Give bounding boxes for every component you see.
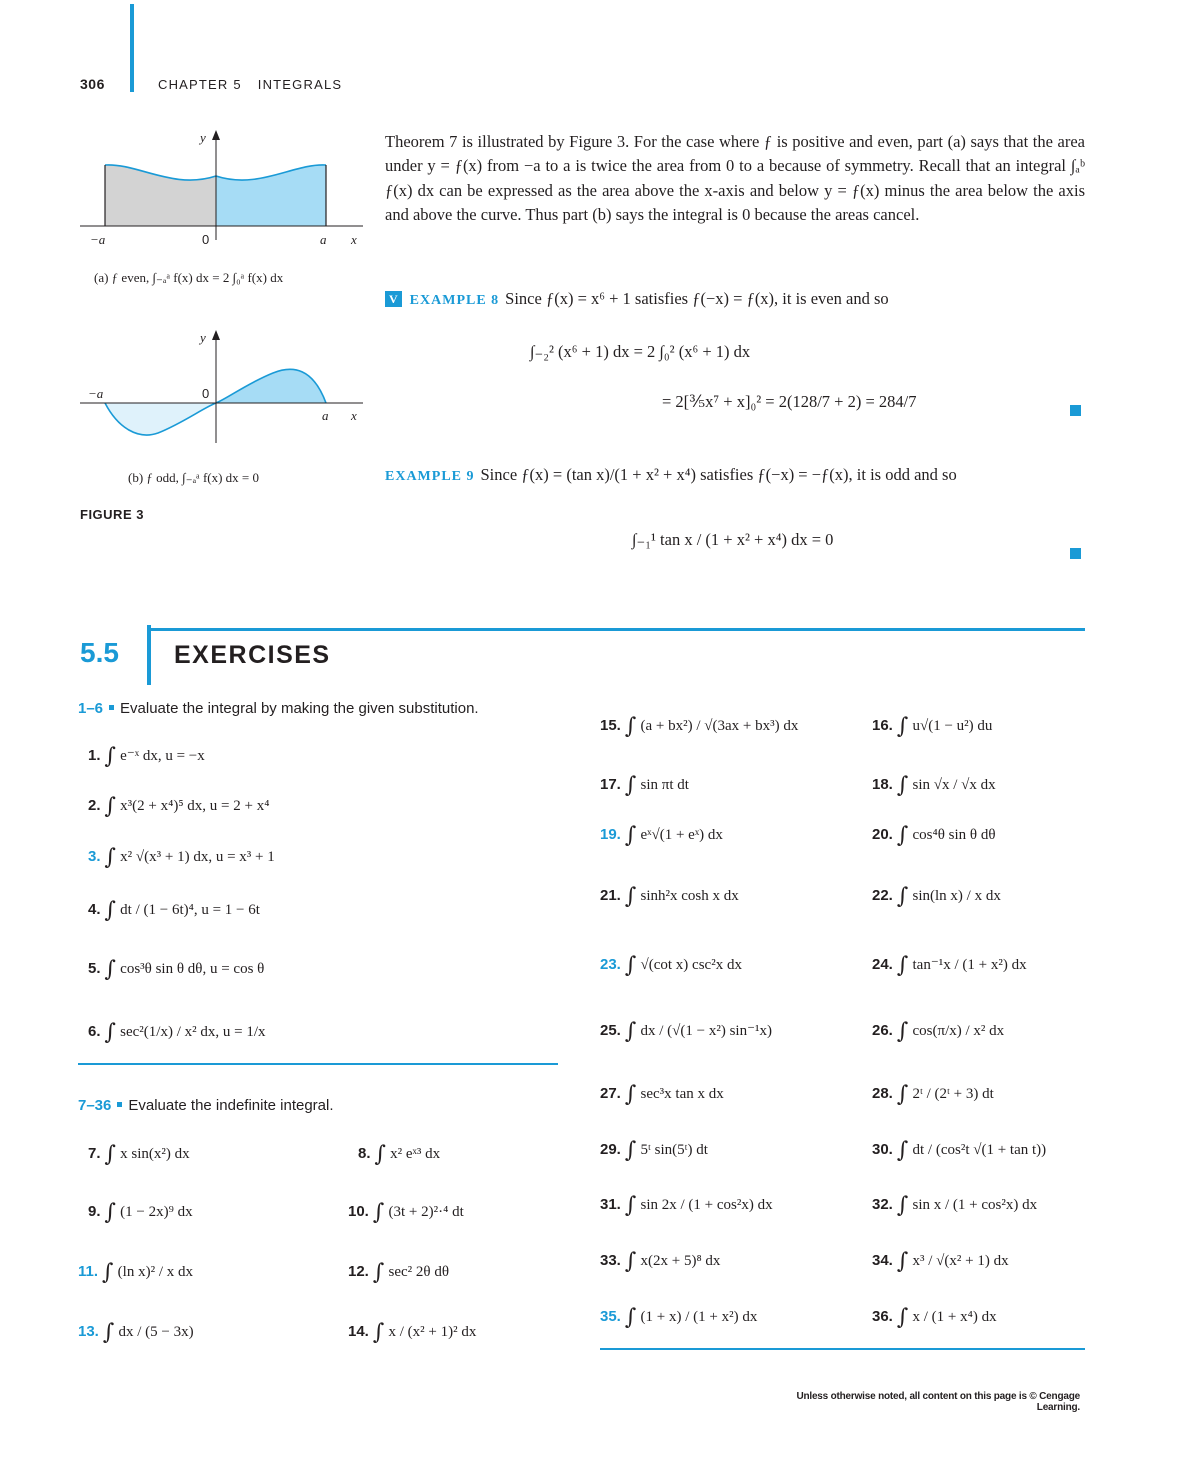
- exercise-number: 24.: [872, 956, 893, 973]
- exercise-number: 12.: [348, 1263, 369, 1280]
- exercise-number: 25.: [600, 1022, 621, 1039]
- integral-sign-icon: ∫: [896, 714, 909, 739]
- instruction-text: Evaluate the integral by making the given substitution.: [120, 700, 479, 717]
- exercise-number: 35.: [600, 1308, 621, 1325]
- exercise-20: [872, 823, 996, 848]
- exercise-expression: sin x / (1 + cos²x) dx: [912, 1197, 1038, 1213]
- exercise-28: [872, 1082, 994, 1107]
- exercise-expression: sinh²x cosh x dx: [640, 888, 739, 904]
- exercise-expression: dx / (5 − 3x): [118, 1324, 194, 1340]
- exercise-expression: (1 + x) / (1 + x²) dx: [640, 1309, 758, 1325]
- exercise-number: 26.: [872, 1022, 893, 1039]
- exercise-expression: sin(ln x) / x dx: [912, 888, 1001, 904]
- exercise-13: [78, 1320, 194, 1345]
- exercise-22: [872, 884, 1001, 909]
- video-badge: V: [385, 291, 402, 307]
- exercise-expression: tan⁻¹x / (1 + x²) dx: [912, 957, 1027, 973]
- exercise-number: 11.: [78, 1263, 99, 1280]
- exercise-expression: x² √(x³ + 1) dx, u = x³ + 1: [120, 849, 275, 865]
- exercise-expression: cos(π/x) / x² dx: [912, 1023, 1005, 1039]
- exercise-35: [600, 1305, 757, 1330]
- exercise-expression: x sin(x²) dx: [120, 1146, 190, 1162]
- page-number: 306: [80, 76, 105, 92]
- example-9-text: Since ƒ(x) = (tan x)/(1 + x² + x⁴) satisfies ƒ(−x) = −ƒ(x), it is odd and so: [480, 465, 957, 484]
- example-8-text: Since ƒ(x) = x⁶ + 1 satisfies ƒ(−x) = ƒ(x), it is even and so: [505, 289, 889, 308]
- exercise-expression: (a + bx²) / √(3ax + bx³) dx: [640, 718, 799, 734]
- end-of-example-9-marker: [1070, 548, 1081, 559]
- exercise-14: [348, 1320, 476, 1345]
- exercise-24: [872, 953, 1027, 978]
- exercise-number: 33.: [600, 1252, 621, 1269]
- exercise-number: 18.: [872, 776, 893, 793]
- exercise-7: [88, 1142, 190, 1167]
- integral-sign-icon: ∫: [896, 1019, 909, 1044]
- exercise-34: [872, 1249, 1009, 1274]
- exercise-6: [88, 1020, 266, 1045]
- integral-sign-icon: ∫: [104, 1020, 116, 1045]
- exercise-number: 17.: [600, 776, 621, 793]
- exercise-expression: dx / (√(1 − x²) sin⁻¹x): [640, 1023, 773, 1039]
- integral-sign-icon: ∫: [896, 773, 909, 798]
- section-number: 5.5: [80, 637, 119, 668]
- integral-sign-icon: ∫: [624, 1305, 637, 1330]
- exercise-expression: cos⁴θ sin θ dθ: [912, 827, 996, 843]
- fig-a-y-label: y: [200, 130, 206, 145]
- exercise-number: 34.: [872, 1252, 893, 1269]
- integral-sign-icon: ∫: [896, 1249, 909, 1274]
- integral-sign-icon: ∫: [372, 1260, 385, 1285]
- example-9-heading: [385, 462, 1085, 489]
- theorem-paragraph: Theorem 7 is illustrated by Figure 3. For the case where ƒ is positive and even, part (a) says that the area under y = ƒ(x) from −a to a is twice the area from 0 to a because of symmetry. Recall that an integral ∫ₐᵇ ƒ(x) dx can be expressed as the area above the x-axis and below y = ƒ(x) minus the area below the axis and above the curve. Thus part (b) says the integral is 0 because the areas cancel.: [385, 132, 1085, 225]
- exercise-expression: dt / (cos²t √(1 + tan t)): [912, 1142, 1047, 1158]
- exercise-number: 19.: [600, 826, 621, 843]
- exercise-expression: 2ᵗ / (2ᵗ + 3) dt: [912, 1086, 994, 1102]
- exercise-27: [600, 1082, 724, 1107]
- integral-sign-icon: ∫: [896, 1193, 909, 1218]
- exercise-expression: sin 2x / (1 + cos²x) dx: [640, 1197, 773, 1213]
- example-9-label: EXAMPLE 9: [385, 469, 475, 484]
- copyright-footer: Unless otherwise noted, all content on this page is © Cengage Learning.: [796, 1391, 1080, 1413]
- example-9-eq: ∫₋₁¹ tan x / (1 + x² + x⁴) dx = 0: [632, 530, 834, 549]
- section-title: EXERCISES: [174, 641, 331, 669]
- figure-3a-graph: [78, 128, 368, 248]
- exercise-15: [600, 714, 798, 739]
- exercise-2: [88, 794, 269, 819]
- integral-sign-icon: ∫: [624, 714, 637, 739]
- exercise-expression: x(2x + 5)⁸ dx: [640, 1253, 721, 1269]
- instruction-range: 1–6: [78, 700, 104, 717]
- exercise-number: 21.: [600, 887, 621, 904]
- fig-b-y-label: y: [200, 330, 206, 345]
- section-rule: [147, 628, 1085, 631]
- integral-sign-icon: ∫: [624, 1138, 637, 1163]
- fig-a-tick-neg-a: −a: [90, 232, 106, 247]
- integral-sign-icon: ∫: [374, 1142, 386, 1167]
- exercise-number: 2.: [88, 797, 101, 814]
- exercise-36: [872, 1305, 997, 1330]
- exercise-number: 10.: [348, 1203, 369, 1220]
- exercise-expression: eˣ√(1 + eˣ) dx: [640, 827, 723, 843]
- exercise-expression: x² eˣ³ dx: [390, 1146, 441, 1162]
- example-8-eq-1: ∫₋₂² (x⁶ + 1) dx = 2 ∫₀² (x⁶ + 1) dx: [530, 342, 751, 361]
- example-8-label: EXAMPLE 8: [409, 293, 500, 308]
- exercise-number: 1.: [88, 747, 101, 764]
- exercise-number: 22.: [872, 887, 893, 904]
- integral-sign-icon: ∫: [624, 1193, 637, 1218]
- exercise-expression: sec³x tan x dx: [640, 1086, 724, 1102]
- exercise-expression: x³(2 + x⁴)⁵ dx, u = 2 + x⁴: [120, 798, 270, 814]
- exercise-expression: sin πt dt: [640, 777, 689, 793]
- exercise-16: [872, 714, 992, 739]
- exercise-expression: sec²(1/x) / x² dx, u = 1/x: [120, 1024, 266, 1040]
- exercise-expression: x / (1 + x⁴) dx: [912, 1309, 997, 1325]
- exercise-number: 20.: [872, 826, 893, 843]
- integral-sign-icon: ∫: [102, 1260, 114, 1285]
- bottom-rule: [600, 1348, 1085, 1350]
- exercise-expression: cos³θ sin θ dθ, u = cos θ: [120, 961, 265, 977]
- exercise-number: 4.: [88, 901, 101, 918]
- exercise-expression: dt / (1 − 6t)⁴, u = 1 − 6t: [120, 902, 260, 918]
- running-head: [158, 77, 342, 92]
- bullet: [109, 705, 114, 710]
- exercise-18: [872, 773, 996, 798]
- exercise-number: 16.: [872, 717, 893, 734]
- integral-sign-icon: ∫: [624, 1249, 637, 1274]
- exercise-4: [88, 898, 260, 923]
- exercise-expression: (ln x)² / x dx: [117, 1264, 193, 1280]
- integral-sign-icon: ∫: [104, 845, 116, 870]
- exercise-26: [872, 1019, 1004, 1044]
- exercise-8: [358, 1142, 440, 1167]
- exercise-32: [872, 1193, 1037, 1218]
- example-8-heading: [385, 289, 889, 309]
- bullet: [117, 1102, 122, 1107]
- instruction-7-36: [78, 1097, 334, 1114]
- exercise-1: [88, 744, 205, 769]
- exercise-number: 8.: [358, 1145, 371, 1162]
- exercise-33: [600, 1249, 720, 1274]
- integral-sign-icon: ∫: [104, 898, 116, 923]
- instruction-1-6: [78, 700, 479, 717]
- exercise-number: 6.: [88, 1023, 101, 1040]
- exercise-25: [600, 1019, 772, 1044]
- integral-sign-icon: ∫: [896, 884, 909, 909]
- integral-sign-icon: ∫: [624, 773, 637, 798]
- exercise-19: [600, 823, 723, 848]
- fig-b-tick-a: a: [322, 408, 329, 423]
- integral-sign-icon: ∫: [896, 1305, 909, 1330]
- exercise-10: [348, 1200, 464, 1225]
- integral-sign-icon: ∫: [896, 953, 909, 978]
- integral-sign-icon: ∫: [624, 1019, 637, 1044]
- integral-sign-icon: ∫: [104, 957, 116, 982]
- exercise-number: 27.: [600, 1085, 621, 1102]
- example-8-eq-2: = 2[⅗x⁷ + x]₀² = 2(128/7 + 2) = 284/7: [662, 392, 917, 411]
- exercise-number: 3.: [88, 848, 101, 865]
- exercise-expression: √(cot x) csc²x dx: [640, 957, 742, 973]
- figure-label: FIGURE 3: [80, 507, 144, 522]
- exercise-number: 13.: [78, 1323, 99, 1340]
- exercise-expression: 5ᵗ sin(5ᵗ) dt: [640, 1142, 708, 1158]
- exercise-21: [600, 884, 739, 909]
- integral-sign-icon: ∫: [624, 953, 637, 978]
- exercise-number: 14.: [348, 1323, 369, 1340]
- exercise-number: 9.: [88, 1203, 101, 1220]
- exercise-expression: sec² 2θ dθ: [388, 1264, 450, 1280]
- exercise-31: [600, 1193, 773, 1218]
- exercise-expression: x³ / √(x² + 1) dx: [912, 1253, 1009, 1269]
- exercise-number: 31.: [600, 1196, 621, 1213]
- integral-sign-icon: ∫: [624, 884, 637, 909]
- exercise-9: [88, 1200, 193, 1225]
- exercise-11: [78, 1260, 193, 1285]
- exercise-number: 28.: [872, 1085, 893, 1102]
- integral-sign-icon: ∫: [372, 1200, 385, 1225]
- exercise-expression: sin √x / √x dx: [912, 777, 996, 793]
- fig-a-x-label: x: [351, 232, 357, 247]
- divider-rule: [78, 1063, 558, 1065]
- exercise-number: 36.: [872, 1308, 893, 1325]
- exercise-5: [88, 957, 264, 982]
- fig-b-x-label: x: [351, 408, 357, 423]
- integral-sign-icon: ∫: [104, 1142, 116, 1167]
- integral-sign-icon: ∫: [372, 1320, 385, 1345]
- exercise-number: 7.: [88, 1145, 101, 1162]
- exercise-3: [88, 845, 275, 870]
- exercise-12: [348, 1260, 449, 1285]
- integral-sign-icon: ∫: [104, 794, 116, 819]
- integral-sign-icon: ∫: [104, 1200, 116, 1225]
- exercise-23: [600, 953, 742, 978]
- fig-b-tick-neg-a: −a: [88, 386, 104, 401]
- exercise-expression: u√(1 − u²) du: [912, 718, 993, 734]
- exercise-number: 15.: [600, 717, 621, 734]
- integral-sign-icon: ∫: [624, 1082, 637, 1107]
- fig-b-caption: (b) ƒ odd, ∫₋ₐᵃ f(x) dx = 0: [128, 470, 260, 485]
- section-bar: [147, 625, 151, 685]
- fig-a-tick-a: a: [320, 232, 327, 247]
- integral-sign-icon: ∫: [896, 1138, 909, 1163]
- fig-a-tick-zero: 0: [202, 232, 210, 247]
- integral-sign-icon: ∫: [896, 1082, 909, 1107]
- figure-3b-graph: [78, 328, 368, 448]
- exercise-expression: x / (x² + 1)² dx: [388, 1324, 477, 1340]
- exercise-number: 29.: [600, 1141, 621, 1158]
- instruction-text: Evaluate the indefinite integral.: [128, 1097, 334, 1114]
- header-rule: [130, 4, 134, 92]
- exercise-number: 30.: [872, 1141, 893, 1158]
- instruction-range: 7–36: [78, 1097, 112, 1114]
- integral-sign-icon: ∫: [102, 1320, 115, 1345]
- fig-b-tick-zero: 0: [202, 386, 210, 401]
- chapter-label: CHAPTER 5: [158, 77, 242, 92]
- exercise-30: [872, 1138, 1046, 1163]
- fig-a-caption: (a) ƒ even, ∫₋ₐᵃ f(x) dx = 2 ∫₀ᵃ f(x) dx: [94, 270, 284, 285]
- exercise-number: 5.: [88, 960, 101, 977]
- exercise-number: 23.: [600, 956, 621, 973]
- exercise-29: [600, 1138, 708, 1163]
- integral-sign-icon: ∫: [104, 744, 116, 769]
- exercise-number: 32.: [872, 1196, 893, 1213]
- chapter-title: INTEGRALS: [257, 77, 343, 92]
- exercise-expression: e⁻ˣ dx, u = −x: [120, 748, 205, 764]
- integral-sign-icon: ∫: [624, 823, 637, 848]
- exercise-expression: (1 − 2x)⁹ dx: [120, 1204, 193, 1220]
- exercise-17: [600, 773, 689, 798]
- exercise-expression: (3t + 2)²·⁴ dt: [388, 1204, 464, 1220]
- end-of-example-8-marker: [1070, 405, 1081, 416]
- integral-sign-icon: ∫: [896, 823, 909, 848]
